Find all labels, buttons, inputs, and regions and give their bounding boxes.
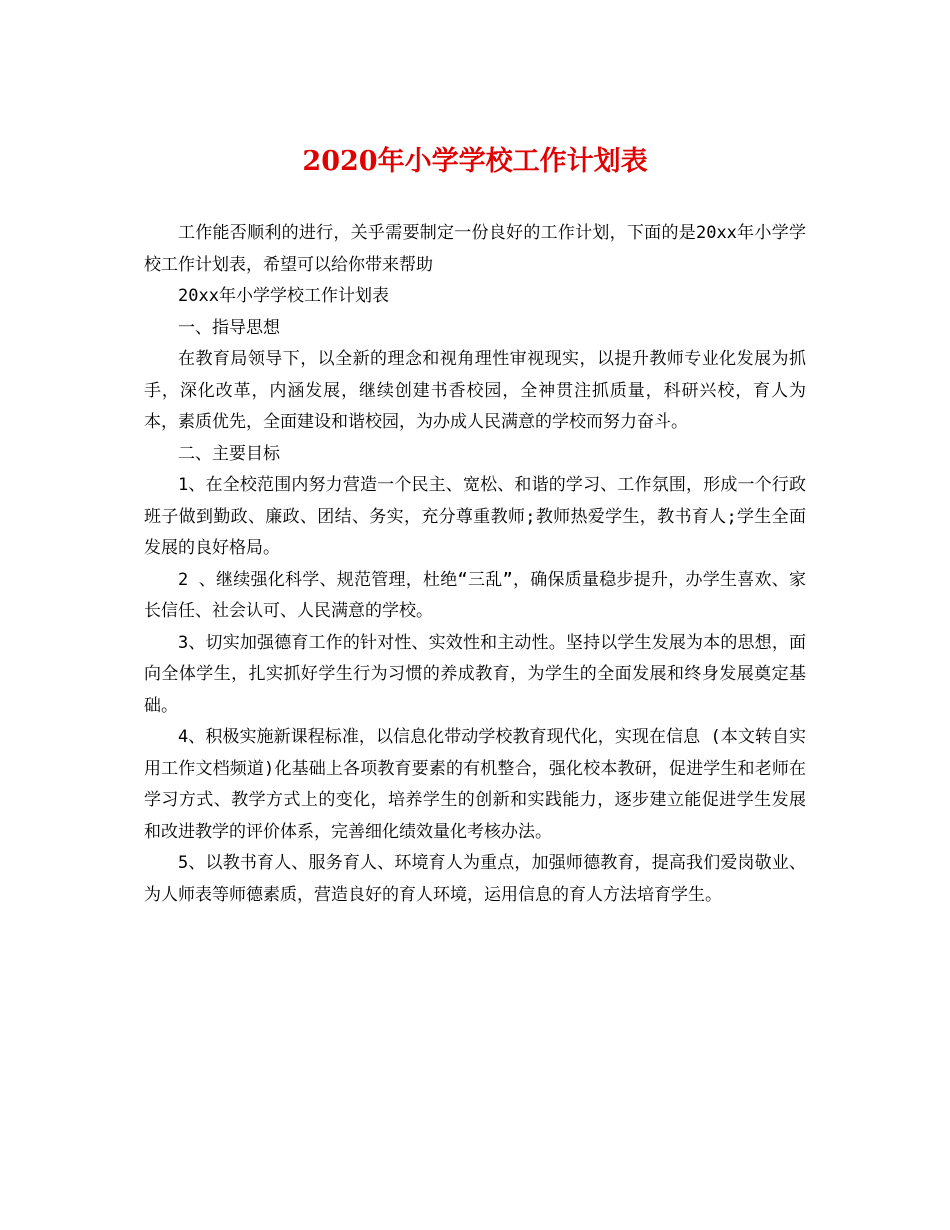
paragraph-guiding-ideology: 在教育局领导下，以全新的理念和视角理性审视现实，以提升教师专业化发展为抓手，深化改革，内涵发展，继续创建书香校园，全神贯注抓质量，科研兴校，育人为本，素质优先，全面建设和谐校园，为办成人民满意的学校而努力奋斗。 (144, 349, 806, 432)
section-heading-guiding-ideology: 一、指导思想 (178, 317, 280, 338)
section-heading-main-goals: 二、主要目标 (178, 443, 280, 464)
paragraph-goal-3: 3、切实加强德育工作的针对性、实效性和主动性。坚持以学生发展为本的思想，面向全体学生，扎实抓好学生行为习惯的养成教育，为学生的全面发展和终身发展奠定基础。 (144, 632, 806, 716)
paragraph-intro: 工作能否顺利的进行，关乎需要制定一份良好的工作计划，下面的是20xx年小学学校工作计划表，希望可以给你带来帮助 (144, 223, 806, 275)
document-title: 2020年小学学校工作计划表 (302, 146, 648, 177)
paragraph-goal-4: 4、积极实施新课程标准，以信息化带动学校教育现代化，实现在信息 (本文转自实用工作文档频道)化基础上各项教育要素的有机整合，强化校本教研，促进学生和老师在学习方式、教学方式上的变化，培养学生的创新和实践能力，逐步建立能促进学生发展和改进教学的评价体系，完善细化绩效量化考核办法。 (144, 727, 806, 842)
paragraph-goal-1: 1、在全校范围内努力营造一个民主、宽松、和谐的学习、工作氛围，形成一个行政班子做到勤政、廉政、团结、务实，充分尊重教师;教师热爱学生，教书育人;学生全面发展的良好格局。 (144, 475, 806, 558)
document-body (144, 218, 806, 911)
paragraph-subtitle: 20xx年小学学校工作计划表 (178, 286, 389, 306)
paragraph-goal-5: 5、以教书育人、服务育人、环境育人为重点，加强师德教育，提高我们爱岗敬业、为人师表等师德素质，营造良好的育人环境，运用信息的育人方法培育学生。 (144, 853, 806, 905)
paragraph-goal-2: 2 、继续强化科学、规范管理，杜绝“三乱”，确保质量稳步提升，办学生喜欢、家长信任、社会认可、人民满意的学校。 (144, 569, 806, 621)
